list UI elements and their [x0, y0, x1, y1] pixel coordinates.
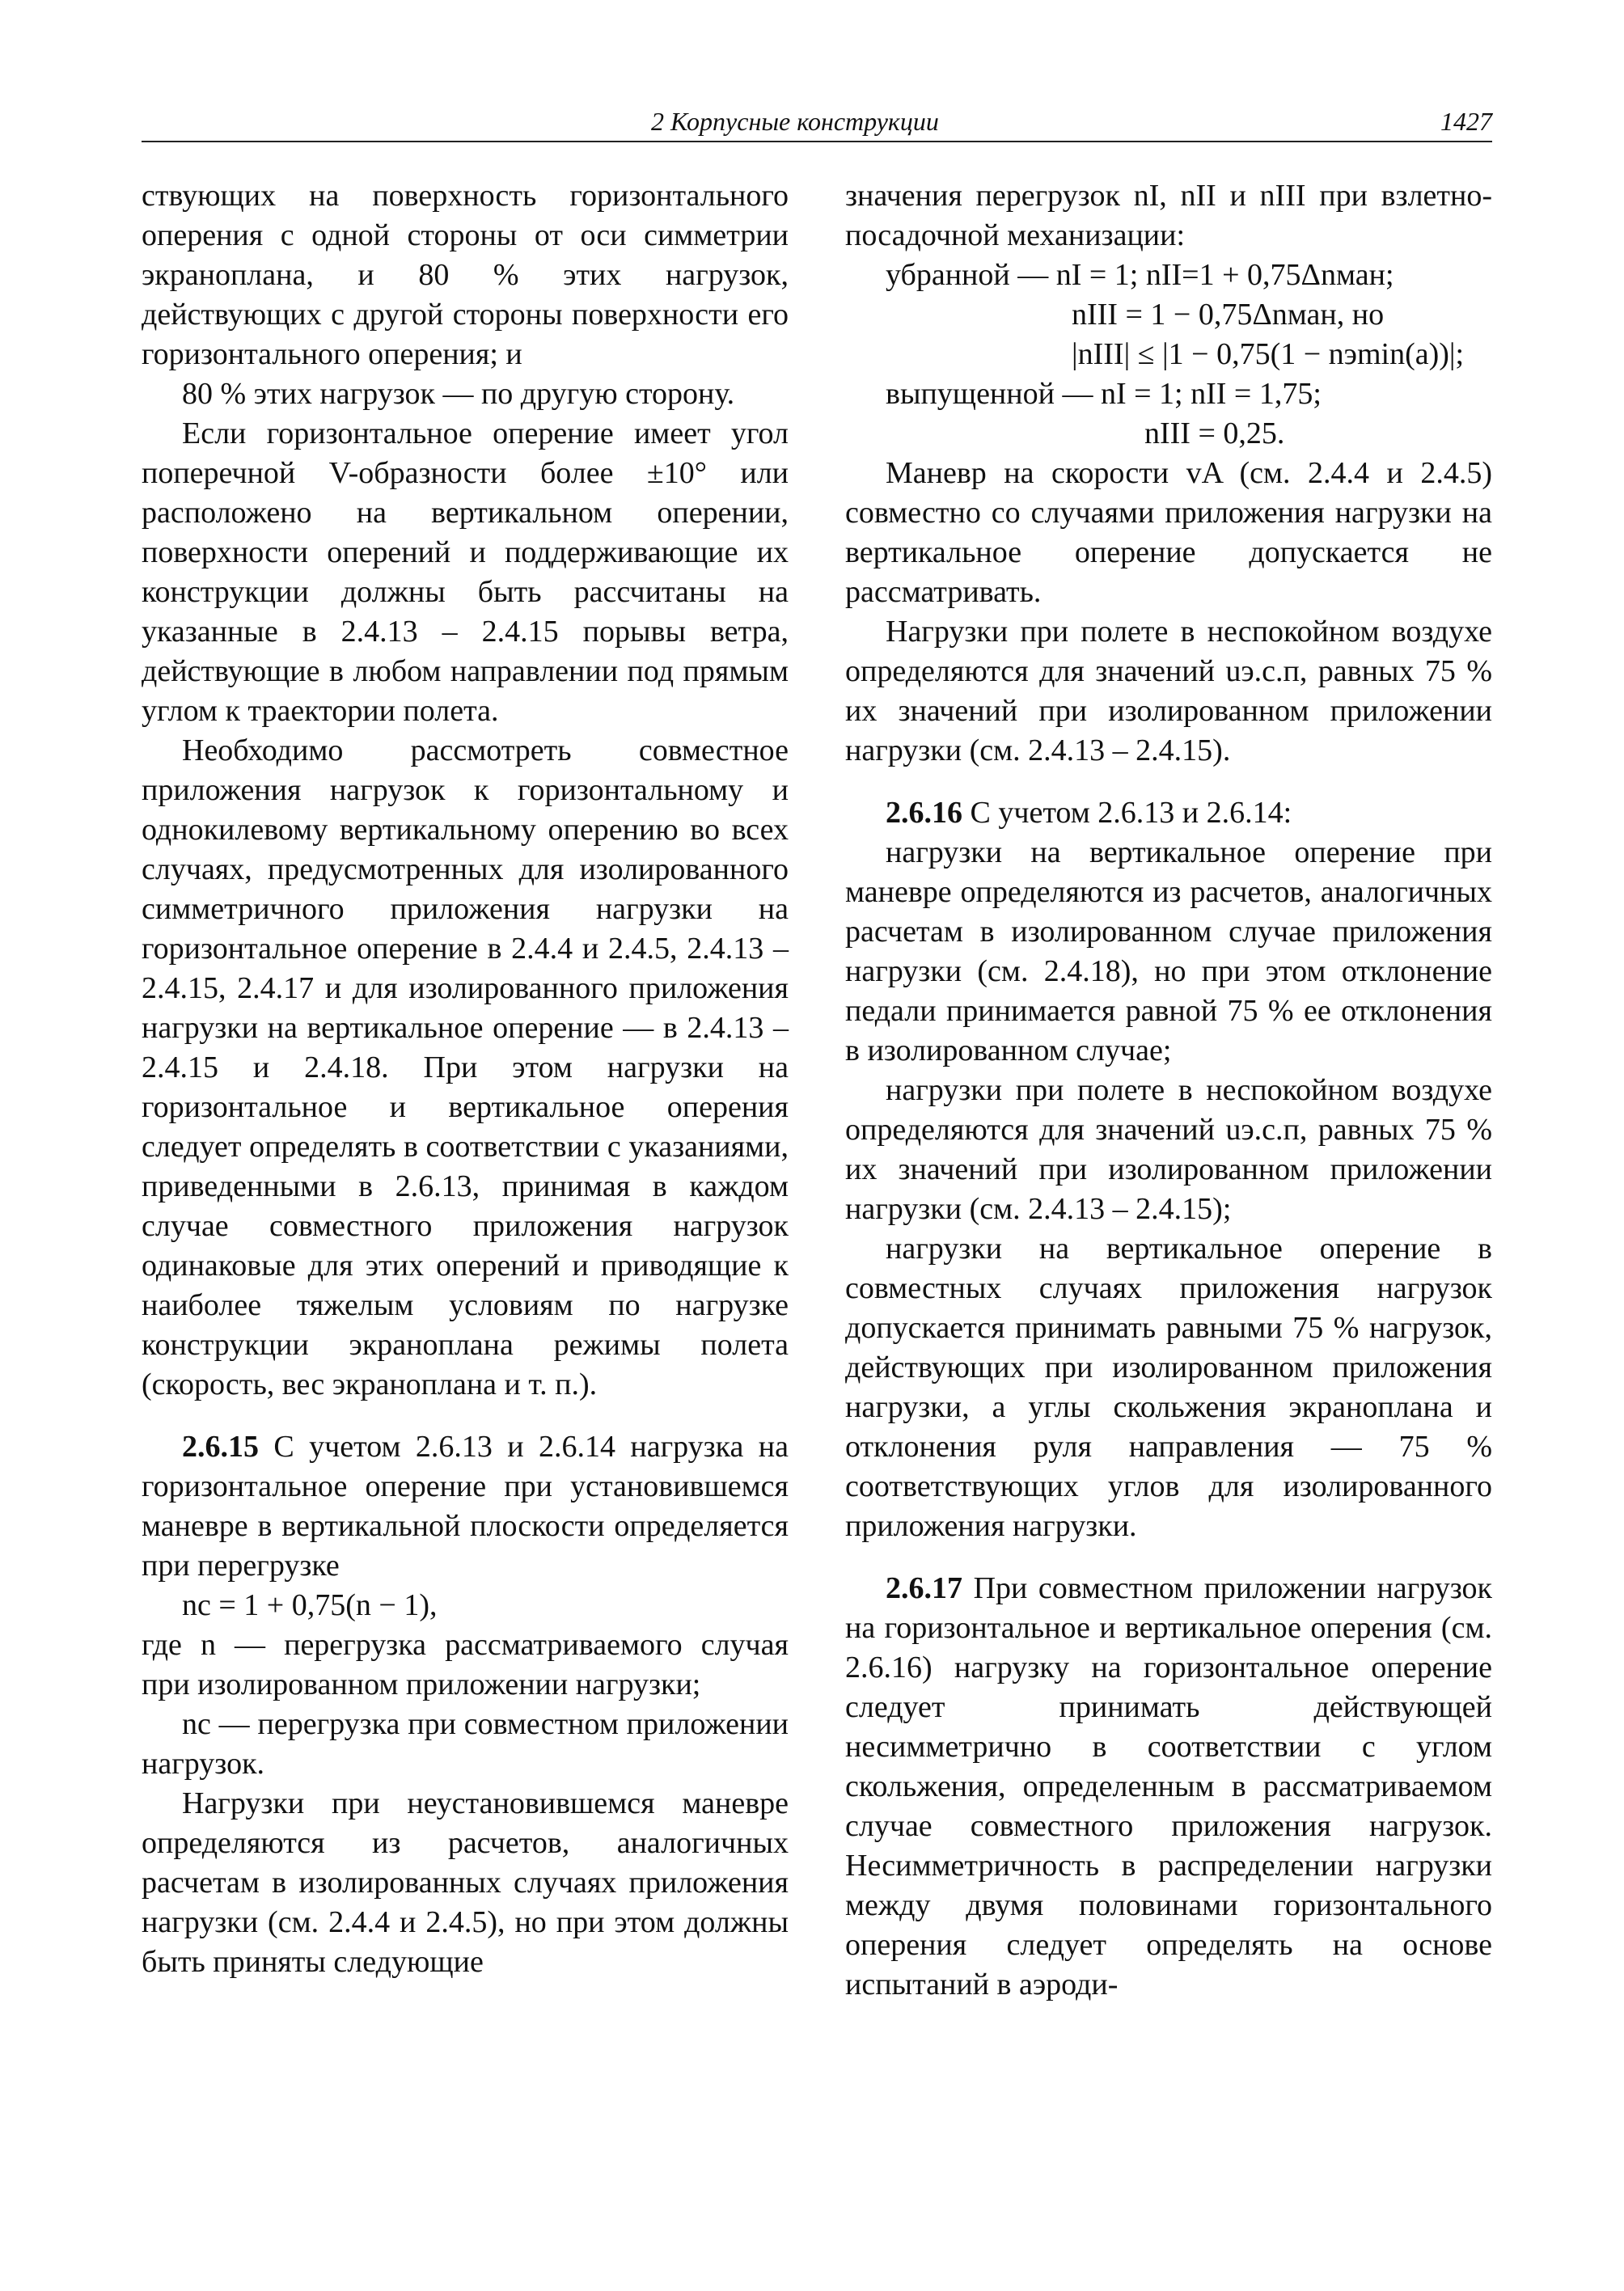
formula: nс = 1 + 0,75(n − 1), [182, 1588, 438, 1622]
formula: nIII = 0,25. [1144, 416, 1285, 450]
paragraph: нагрузки на вертикальное оперение при маневре определяются из расчетов, аналогичных расчетам в изолированном случае приложения нагрузки (см. 2.4.18), но при этом отклонение педали принимается равной 75 % ее отклонения в изолированном случае; [845, 835, 1492, 1067]
section-text: С учетом 2.6.13 и 2.6.14: [970, 796, 1292, 830]
section-2-6-17 [845, 1569, 1492, 2005]
section-2-6-16 [845, 793, 1492, 833]
paragraph: 80 % этих нагрузок — по другую сторону. [182, 377, 735, 411]
formula: |nIII| ≤ |1 − 0,75(1 − nэmin(a))|; [1072, 337, 1465, 371]
paragraph: нагрузки при полете в неспокойном воздухе определяются для значений uэ.с.п, равных 75 % их значений при изолированном приложении нагрузки (см. 2.4.13 – 2.4.15); [845, 1073, 1492, 1226]
paragraph: Если горизонтальное оперение имеет угол поперечной V-образности более ±10° или расположено на вертикальном оперении, поверхности оперений и поддерживающие их конструкции должны быть рассчитаны на указанные в 2.4.13 – 2.4.15 порывы ветра, действующие в любом направлении под прямым углом к траектории полета. [142, 416, 789, 728]
right-column [845, 176, 1492, 2005]
paragraph: Маневр на скорости vA (см. 2.4.4 и 2.4.5) совместно со случаями приложения нагрузки на вертикальное оперение допускается не рассматривать. [845, 456, 1492, 609]
paragraph: ствующих на поверхность горизонтального оперения с одной стороны от оси симметрии экраноплана, и 80 % этих нагрузок, действующих с другой стороны поверхности его горизонтального оперения; и [142, 179, 789, 371]
formula: выпущенной — nI = 1; nII = 1,75; [886, 377, 1322, 411]
paragraph: Нагрузки при полете в неспокойном воздухе определяются для значений uэ.с.п, равных 75 % их значений при изолированном приложении нагрузки (см. 2.4.13 – 2.4.15). [845, 615, 1492, 767]
section-number: 2.6.17 [886, 1571, 962, 1605]
running-header [142, 105, 1492, 142]
section-2-6-15 [142, 1427, 789, 1586]
section-text: С учетом 2.6.13 и 2.6.14 нагрузка на горизонтальное оперение при установившемся маневре в вертикальной плоскости определяется при перегрузке [142, 1430, 789, 1583]
paragraph: nс — перегрузка при совместном приложении нагрузок. [142, 1707, 789, 1781]
running-title: 2 Корпусные конструкции [651, 107, 939, 136]
paragraph: значения перегрузок nI, nII и nIII при взлетно-посадочной механизации: [845, 179, 1492, 252]
section-text: При совместном приложении нагрузок на горизонтальное и вертикальное оперения (см. 2.6.16) нагрузку на горизонтальное оперение следует принимать действующей несимметрично в соответствии с углом скольжения, определенным в рассматриваемом случае совместного приложения нагрузок. Несимметричность в распределении нагрузки между двумя половинами горизонтального оперения следует определять на основе испытаний в аэроди- [845, 1571, 1492, 2001]
paragraph: Нагрузки при неустановившемся маневре определяются из расчетов, аналогичных расчетам в изолированных случаях приложения нагрузки (см. 2.4.4 и 2.4.5), но при этом должны быть приняты следующие [142, 1786, 789, 1979]
formula: nIII = 1 − 0,75Δnман, но [1072, 298, 1385, 332]
page-number: 1427 [1440, 107, 1492, 136]
section-number: 2.6.16 [886, 796, 962, 830]
left-column [142, 176, 789, 1982]
paragraph: Необходимо рассмотреть совместное приложения нагрузок к горизонтальному и однокилевому вертикальному оперению во всех случаях, предусмотренных для изолированного симметричного приложения нагрузки на горизонтальное оперение в 2.4.4 и 2.4.5, 2.4.13 – 2.4.15, 2.4.17 и для изолированного приложения нагрузки на вертикальное оперение — в 2.4.13 – 2.4.15 и 2.4.18. При этом нагрузки на горизонтальное и вертикальное оперения следует определять в соответствии с указаниями, приведенными в 2.6.13, принимая в каждом случае совместного приложения нагрузок одинаковые для этих оперений и приводящие к наиболее тяжелым условиям по нагрузке конструкции экраноплана режимы полета (скорость, вес экраноплана и т. п.). [142, 733, 789, 1401]
section-number: 2.6.15 [182, 1430, 259, 1464]
formula: убранной — nI = 1; nII=1 + 0,75Δnман; [886, 258, 1394, 292]
paragraph: нагрузки на вертикальное оперение в совместных случаях приложения нагрузок допускается принимать равными 75 % нагрузок, действующих при изолированном приложения нагрузки, а углы скольжения экраноплана и отклонения руля направления — 75 % соответствующих углов для изолированного приложения нагрузки. [845, 1232, 1492, 1543]
paragraph: где n — перегрузка рассматриваемого случая при изолированном приложении нагрузки; [142, 1628, 789, 1701]
